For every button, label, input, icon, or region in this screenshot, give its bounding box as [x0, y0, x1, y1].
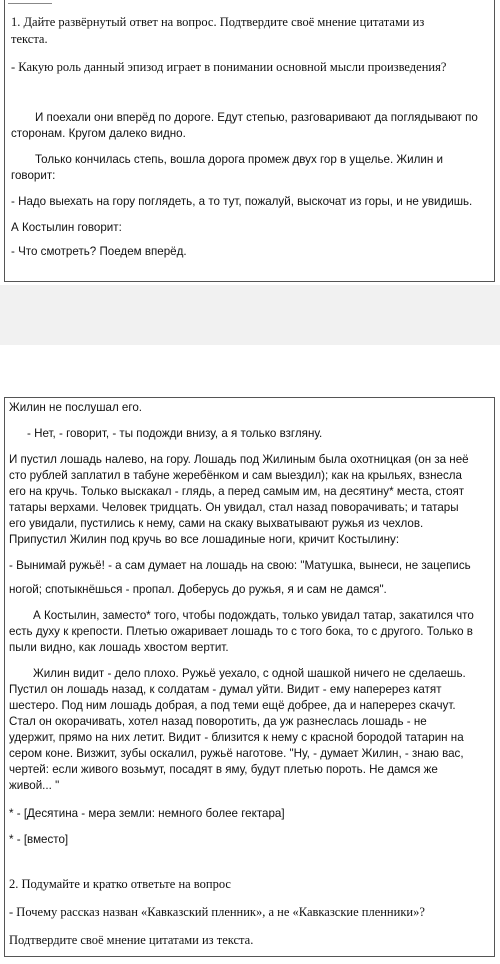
text-line: живой... ": [9, 779, 60, 792]
text-line: его на кручь. Только выскакал - глядь, а перед самым им, на десятину* места, стоят: [9, 485, 465, 498]
text-line: чертей: если живого возьмут, посадят в яму, будут плетью пороть. Не дамся же: [9, 763, 438, 776]
text-line: сто рублей заплатил в табуне жеребёнком и сам выездил); как на крыльях, взнесла: [9, 469, 462, 482]
text-line: ногой; спотыкнёшься - пропал. Доберусь до ружья, я и сам не дамся".: [9, 583, 387, 596]
excerpt-line: И поехали они вперёд по дороге. Едут степью, разговаривают да поглядывают по: [35, 111, 478, 124]
footnote: * - [Десятина - мера земли: немного более гектара]: [9, 807, 285, 820]
text-page-2: [4, 397, 495, 957]
text-line: шестеро. Под ним лошадь добрая, а под теми ещё добрее, да и наперерез скачут.: [9, 699, 456, 712]
text-line: удержит, прямо на них летит. Видит - близится к нему с красной бородой татарин на: [9, 731, 464, 744]
task-1-heading: 1. Дайте развёрнутый ответ на вопрос. Подтвердите своё мнение цитатами из: [11, 15, 425, 29]
task-2-question: - Почему рассказ назван «Кавказский пленник», а не «Кавказские пленники»?: [9, 905, 425, 919]
text-line: - Вынимай ружьё! - а сам думает на лошадь на свою: "Матушка, вынеси, не зацепись: [9, 559, 471, 572]
task-1-heading-cont: текста.: [11, 32, 48, 46]
text-line: Припустил Жилин под кручь во все лошадиные ноги, кричит Костылину:: [9, 533, 400, 546]
page-gap: [0, 285, 500, 345]
text-line: сером коне. Визжит, зубы оскалил, ружьё наготове. "Ну, - думает Жилин, - знаю вас,: [9, 747, 464, 760]
text-line: пыли видно, как лошадь хвостом вертит.: [9, 641, 229, 654]
text-line: И пустил лошадь налево, на гору. Лошадь под Жилиным была охотницкая (он за неё: [9, 453, 469, 466]
text-line: есть духу к крепости. Плетью ожаривает лошадь то с того бока, то с другого. Только в: [9, 625, 473, 638]
text-line: Жилин не послушал его.: [9, 401, 143, 414]
text-line: - Нет, - говорит, - ты подожди внизу, а я только взгляну.: [27, 427, 323, 440]
task-1-box: [4, 0, 495, 282]
excerpt-line: говорит:: [11, 169, 56, 182]
excerpt-line: - Что смотреть? Поедем вперёд.: [11, 245, 187, 258]
text-line: Пустил он лошадь назад, к солдатам - думал уйти. Видит - ему наперерез катят: [9, 683, 442, 696]
text-line: Стал он окорачивать, хотел назад поворотить, да уж разнеслась лошадь - не: [9, 715, 427, 728]
text-line: Жилин видит - дело плохо. Ружьё уехало, с одной шашкой ничего не сделаешь.: [33, 667, 466, 680]
excerpt-line: - Надо выехать на гору поглядеть, а то тут, пожалуй, выскочат из горы, и не увидишь.: [11, 195, 473, 208]
footnote: * - [вместо]: [9, 833, 69, 846]
task-1-question: - Какую роль данный эпизод играет в понимании основной мысли произведения?: [11, 60, 447, 74]
excerpt-line: Только кончилась степь, вошла дорога промеж двух гор в ущелье. Жилин и: [35, 153, 443, 166]
text-line: А Костылин, заместо* того, чтобы подождать, только увидал татар, закатился что: [33, 609, 474, 622]
text-line: его увидали, пустились к нему, сами на скаку выхватывают ружья из чехлов.: [9, 517, 424, 530]
excerpt-line: А Костылин говорит:: [11, 221, 122, 234]
task-2-heading: 2. Подумайте и кратко ответьте на вопрос: [9, 877, 231, 891]
text-line: татары верхами. Человек тридцать. Он увидал, стал назад поворачивать; и татары: [9, 501, 459, 514]
excerpt-line: сторонам. Кругом далеко видно.: [11, 127, 186, 140]
task-2-instruction: Подтвердите своё мнение цитатами из текста.: [9, 933, 254, 947]
